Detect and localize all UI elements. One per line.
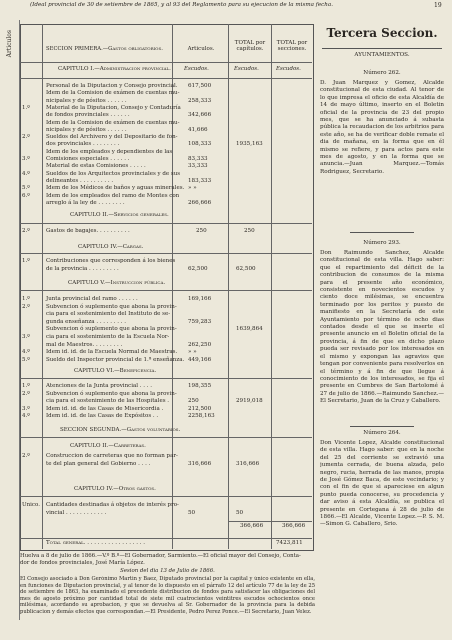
row-label: nicipales y de pósitos . . . . . . [46,97,127,104]
section1-head: SECCION PRIMERA.—Gastos obligatorios. [46,46,163,52]
notice-262-text: D. Juan Marquez y Gomez, Alcalde constitucional de esta ciudad. Al tenor de lo que impresa el oficio de esta Alcaldía de 14 de mayo último, inserto en el Boletin oficial de la provincia de 23 del propio mes, que se ha anunciado á subasta pública la recaudacion de los arbitrios para este año, se ha de verificar doble remate el dia de mañana, en la forma que en él mismo se refiere, y para actos para este mes de agosto, y en la forma que se anuncia.—Juan Marquez.—Tomás Rodriguez, Secretario. [320,80,444,175]
footer-line2: dor de fondos provinciales, José María López. [20,560,145,566]
notice-293-number: Número 293. [363,240,401,246]
row-label: Material de la Diputacion, Consejo y Contaduría [46,104,181,111]
row-label: Idem de la Comision de exámen de cuentas mu- [46,119,180,126]
row-value: 258,333 [188,97,212,104]
row-label: vincial . . . . . . . . . . . . [46,510,107,516]
footer-sesion: Sesion del dia 13 de Julio de 1866. [120,568,215,574]
row-value: 266,666 [188,199,212,206]
row-num: 2.º [22,134,30,141]
row-num: Unico. [22,502,40,508]
row-label: Idem de los Médicos de baños y aguas minerales. [46,185,185,192]
row-value: 262,250 [188,341,212,348]
row-num: 1.º [22,383,30,389]
table-divider-sec [271,24,272,549]
row-label: Subvencion ó suplemento que abona la provin- [46,326,177,333]
row-num: 3.º [22,405,30,412]
row-label: dos provinciales . . . . . . . . [46,141,120,148]
row-label: Cantidades destinadas á objetos de interés pro- [46,502,179,508]
total-value: 7423,811 [276,540,303,546]
notice-262-number: Número 262. [363,70,401,76]
row-value: 33,333 [188,163,208,170]
row-label: mal de Maestros. . . . . . . . . [46,341,123,348]
row-num: 2.º [22,303,30,310]
chapter-5-heading: CAPITULO V.—Instruccion pública. [68,280,166,286]
col-head-articulos: Articulos. [187,46,215,52]
row-value: 342,666 [188,112,212,119]
row-label: Idem id. id. de las Casas de Expósitos . . [46,413,159,420]
row-label: Idem de la Comision de exámen de cuentas mu- [46,90,180,97]
row-value: 83,333 [188,156,208,162]
row-label: Idem id. id. de la Escuela Normal de Maestras. [46,349,178,356]
table-rule [20,378,312,379]
row-num: 6.º [22,192,30,199]
row-label: Subvencion ó suplemento que abona la provin- [46,303,177,310]
row-label: Sueldo del Inspector provincial de 1.ª enseñanza. [46,356,185,363]
row-num: 5.º [22,356,30,363]
right-rule [350,232,414,233]
row-label: Contribuciones que corresponden á los bienes [46,258,176,264]
row-num: 2.º [22,390,30,397]
vertical-label: Articulos [6,30,13,58]
chapter-2-heading: CAPITULO II.—Servicios generales. [70,212,169,218]
chapter-4-heading: CAPITULO IV.—Cargas. [78,244,144,250]
row-total: 316,666 [236,461,260,467]
row-total: 50 [236,510,244,516]
total-label: Total general. . . . . . . . . . . . . . . . . . [46,540,145,546]
row-value: 2258,163 [188,413,215,420]
chapter-1-heading: CAPITULO I.—Administracion provincial. [58,66,171,72]
row-value: 169,166 [188,296,212,302]
row-num: 4.º [22,349,30,356]
row-value: 316,666 [188,461,212,467]
section-2-heading: SECCION SEGUNDA.—Gastos voluntarios. [60,427,181,433]
row-value: » » [188,185,197,192]
row-label: Atenciones de la Junta provincial . . . . [46,383,152,389]
row-total: 62,500 [236,265,256,272]
row-label: cia para el sostenimiento de las Hospitales . [46,398,170,405]
row-label: gunda enseñanza . . . . . . . . . [46,318,127,325]
row-label: Idem de los empleados y dependientes de las [46,148,173,155]
row-num: 5.º [22,185,30,192]
table-rule [20,496,312,497]
row-label: delineantes . . . . . . . . . . [46,177,114,184]
row-value: 759,283 [188,318,212,325]
row-num: 3.º [22,334,30,340]
row-total: 1639,864 [236,326,263,333]
row-label: Material de estas Comisiones . . . . . [46,163,146,170]
row-value: 41,666 [188,126,208,133]
row-label: Idem de los empleados del ramo de Montes con [46,192,180,199]
notice-264-text: Don Vicente Lopez, Alcalde constitucional de esta villa. Hago saber: que en la noche del 25 del corriente se extravió una jumenta cerrada, de buena alzada, pelo negro, rucia, herrada de las manos, propia de José Gómez Baca, de este vecindario; y con el fin de que si apareciese en algun punto pueda conocerse, su procedencia y dar aviso á esta Alcaldía, se publica el presente en Cortegana á 28 de julio de 1866.—El Alcalde, Vicente Lopez.—P. S. M.—Simon G. Caballero, Srio. [320,440,444,528]
row-label: Sueldos del Archivero y del Depositario de fon- [46,134,178,141]
row-label: Personal de la Diputacion y Consejo provincial. [46,83,178,89]
subtotal-b: 366,666 [282,523,306,529]
row-value: 250 [188,398,199,405]
vertical-strip [0,20,20,620]
row-value: 183,333 [188,177,212,184]
row-num: 1.º [22,258,30,264]
section-subtitle: AYUNTAMIENTOS. [354,52,410,58]
row-total: 1935,163 [236,141,263,148]
right-rule [350,426,414,427]
row-total: 2919,018 [236,398,263,405]
subtotal-a: 366,666 [240,523,264,529]
col-head-secciones: TOTAL por secciones. [276,40,308,53]
row-value: 62,500 [188,265,208,272]
notice-293-text: Don Raimundo Sanchez, Alcalde constitucional de esta villa. Hago saber: que el repartimiento del déficit de la contribucion de consumos de la misma para el presente año económico, consistente en novecientos escudos y ciento doce milésimas, se encuentra terminado por los peritos y puesto de manifiesto en la Secretaría de este Ayuntamiento por término de ocho dias contados desde el que se inserte el presente anuncio en el Boletin oficial de la provincia, á fin de que en dicho plazo pueda ser revisado por los interesados en el mismo y expongan las agravios que tengan por conveniente para resolverlos en el término y á fin de que llegue á conocimiento de los interesados, se fija el presente en Cumbres de San Bartolomé á 27 de julio de 1866.—Raimundo Sanchez.—El Secretario, Juan de la Cruz y Caballero. [320,250,444,405]
row-label: Idem id. id. de las Casas de Misericordia . [46,405,164,412]
col-head-capitulos: TOTAL por capítulos. [234,40,266,53]
row-total: 250 [244,228,255,234]
page-header: (Ideal provincial de 30 de setiembre de 1865, y al 93 del Reglamento para su ejecucion de la misma fecha. [30,2,333,8]
row-label: cia para el sostenimiento de la Escuela Nor- [46,334,170,340]
row-value: » » [188,349,197,356]
row-num: 4.º [22,413,30,420]
row-label: Gastos de bagajes. . . . . . . . . . [46,228,130,234]
table-rule-subhead [20,78,312,79]
table-divider-num [42,24,43,549]
row-value: 50 [188,510,196,516]
unit-escudos-2: Escudos. [234,66,259,72]
table-rule [20,437,312,438]
table-rule-head [20,62,312,63]
chapter-2b-heading: CAPITULO II.—Carreteras. [70,443,146,449]
table-rule [20,290,312,291]
row-label: Junta provincial del ramo . . . . . . [46,296,138,302]
footer-paragraph: El Consejo asociado á Don Gerónimo Martin y Baez, Diputado provincial por la capital y único existente en ella, en funciones de Diputacion provincial, y al tenor de lo dispuesto en el párrafo 12 del artículo 77 de la ley de 25 de setiembre de 1863, ha examinado el precedente distribucion de fondos para satisfacer las obligaciones del mes de agosto próximo por cantidad total de siete mil cuatrocientos veintitres escudos ochocientos once milésimas, acordando su aprobacion, y que se devuelva al Sr. Gobernador de la provincia para la debida publicacion y demás efectos que correspondan.—El Presidente, Pedro Perez Ponce.—El Secretario, Juan Velez. [20,576,315,615]
chapter-6-heading: CAPITULO VI.—Beneficencia. [74,368,157,374]
row-num: 4.º [22,170,30,177]
chapter-4b-heading: CAPITULO IV.—Otros gastos. [74,486,156,492]
row-label: nicipales y de pósitos . . . . . . [46,126,127,133]
section-title: Tercera Seccion. [326,26,438,40]
row-value: 198,355 [188,383,212,389]
table-divider-cap [228,24,229,549]
row-num: 1.º [22,296,30,302]
row-value: 108,333 [188,141,212,148]
subtotal-rule [228,521,312,522]
row-label: cia para el sostenimiento del Instituto de se- [46,311,171,318]
row-label: Comisiones especiales . . . . . . [46,156,130,162]
row-label: Construccion de carreteras que no forman par- [46,453,178,459]
row-label: de fondos provinciales . . . . . . [46,112,130,119]
table-rule-total [20,538,312,539]
row-value: 212,500 [188,405,212,412]
row-num: 3.º [22,156,30,162]
row-value: 617,500 [188,83,212,89]
row-label: Subvencion ó suplemento que abona la provin- [46,390,177,397]
notice-264-number: Número 264. [363,430,401,436]
row-value: 449,166 [188,356,212,363]
table-rule [20,223,312,224]
unit-escudos-1: Escudos. [184,66,209,72]
right-rule [322,48,442,49]
unit-escudos-3: Escudos. [276,66,301,72]
table-rule [20,253,312,254]
row-label: de la provincia . . . . . . . . . [46,265,119,272]
table-divider-art [172,24,173,549]
row-label: Sueldos de los Arquitectos provinciales y de sus [46,170,181,177]
page-number: 19 [434,2,442,9]
footer-line1: Huelva a 8 de julio de 1866.—V.º B.º—El Gobernador, Sarmiento.—El oficial mayor del Consejo, Conta- [20,553,301,559]
row-num: 2.º [22,228,30,234]
row-num: 1.º [22,104,30,111]
row-label: te del plan general del Gobierno . . . . [46,461,151,467]
row-num: 2.º [22,453,30,459]
row-label: arreglo á la ley de . . . . . . . . [46,199,125,206]
row-value: 250 [196,228,207,234]
